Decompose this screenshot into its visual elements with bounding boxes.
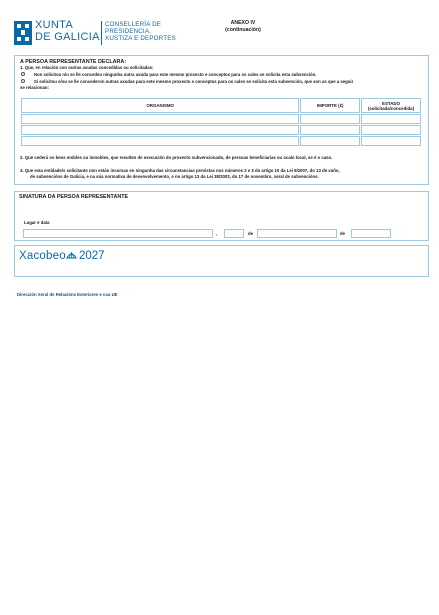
day-input[interactable]: [224, 229, 244, 238]
year-input[interactable]: [351, 229, 391, 238]
declaration-item-2: 2. Que cederá os bens mobles ou inmobles, que resulten de execución do proxecto subvencionado, de persoas beneficiarias ou ocalo local, se é o caso.: [20, 155, 333, 160]
place-input[interactable]: [23, 229, 213, 238]
estado-cell[interactable]: [361, 114, 421, 124]
importe-cell[interactable]: [300, 125, 360, 135]
organismo-cell[interactable]: [21, 136, 299, 146]
de-label-1: de: [248, 231, 254, 236]
declaration-title: A PERSOA REPRESENTANTE DECLARA:: [20, 59, 127, 65]
month-input[interactable]: [257, 229, 337, 238]
table-row: [21, 136, 421, 146]
annex-title: ANEXO IV (continuación): [225, 20, 261, 33]
col-estado: ESTADO (solicitada/concedida): [361, 98, 421, 113]
logo-divider: [101, 21, 102, 45]
importe-cell[interactable]: [300, 136, 360, 146]
place-date-label: Lugar e data: [24, 220, 50, 225]
department-name: CONSELLERÍA DE PRESIDENCIA, XUSTIZA E DEPORTES: [105, 21, 176, 42]
signature-title: SINATURA DA PERSOA REPRESENTANTE: [19, 194, 129, 200]
declaration-item-3-cont: de subvencións de Galicia, e na súa normativa de desenvolvemento, e no artigo 13 da Lei 38/2003, do 17 de novembro, xeral de subvencións.: [30, 174, 319, 179]
estado-cell[interactable]: [361, 125, 421, 135]
declaration-item-3: 3. Que esta entidade/s solicitante non están incursas en ningunha das circunstancias previstas nos números 2 e 3 do artigo 10 da Lei 9/2007, do 13 de xuño,: [20, 168, 340, 173]
scallop-shell-icon: [66, 250, 77, 261]
option-other-aid-label-cont: se relacionan:: [20, 85, 49, 90]
option-other-aid-label: Si solicitou e/ou se lle concederon outras axudas para este mesmo proxecto e conceptos para os cales se solicita esta subvención, que son as que a seguir: [34, 79, 354, 84]
estado-cell[interactable]: [361, 136, 421, 146]
declaration-item-1: 1. Que, en relación con outras axudas concedidas ou solicitadas:: [20, 65, 154, 70]
de-label-2: de: [340, 231, 346, 236]
col-organismo: ORGANISMO: [21, 98, 299, 113]
org-name-line2: DE GALICIA: [35, 31, 100, 43]
other-aid-table: [20, 97, 422, 147]
organismo-cell[interactable]: [21, 114, 299, 124]
xunta-shield-icon: [14, 21, 32, 45]
table-row: [21, 114, 421, 124]
option-other-aid-radio[interactable]: [21, 79, 25, 83]
xacobeo-year: 2027: [79, 250, 105, 262]
col-importe: IMPORTE (€): [300, 98, 360, 113]
footer-text: Dirección Xeral de Relacións Exteriores e coa UE: [17, 292, 118, 297]
table-row: [21, 125, 421, 135]
importe-cell[interactable]: [300, 114, 360, 124]
option-no-aid-label: Non solicitou nin se lle concedeu ningunha outra axuda para este mesmo proxecto e conceptos para os cales se solicita esta subvención.: [34, 72, 317, 77]
org-name-line1: XUNTA: [35, 19, 73, 31]
organismo-cell[interactable]: [21, 125, 299, 135]
option-no-aid-radio[interactable]: [21, 72, 25, 76]
xacobeo-wordmark: Xacobeo: [19, 250, 66, 262]
comma-separator: ,: [216, 231, 218, 236]
